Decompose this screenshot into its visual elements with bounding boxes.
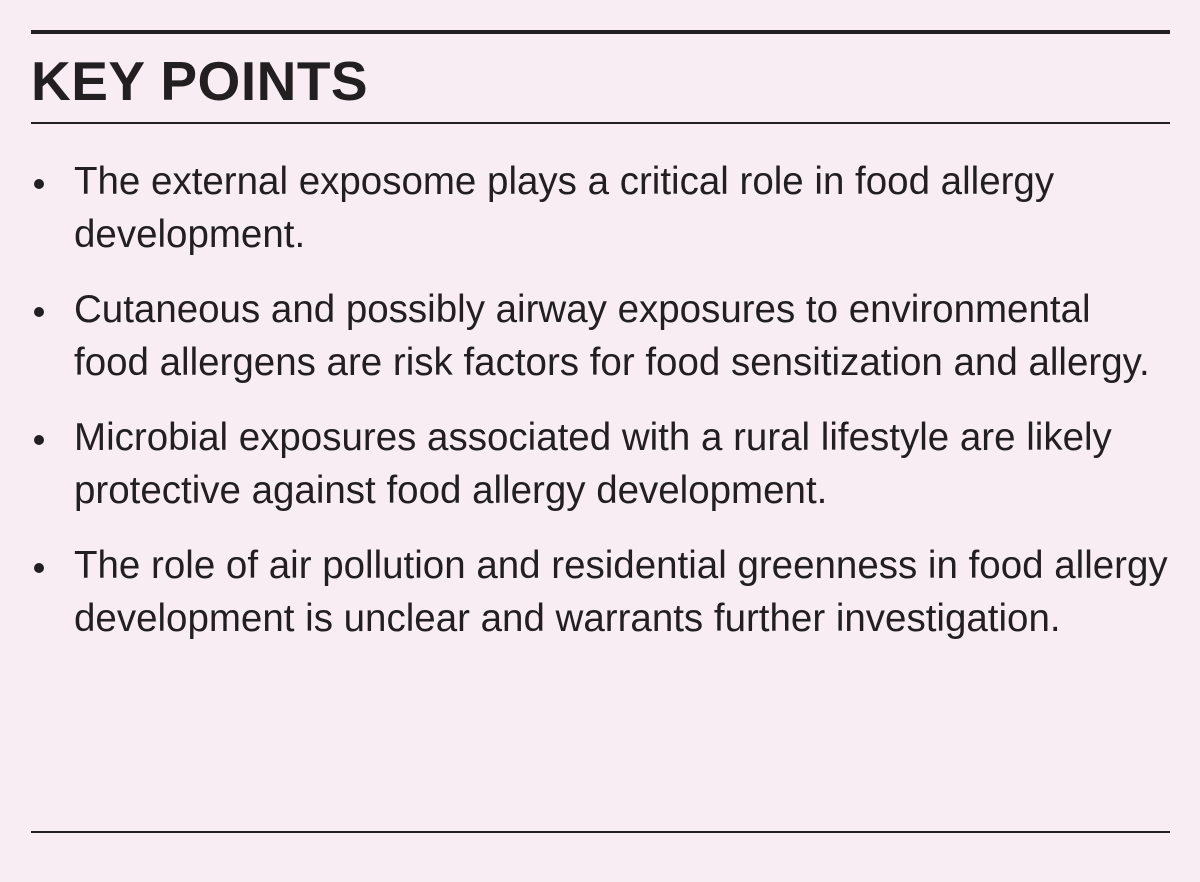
top-rule	[31, 30, 1170, 34]
bullet-icon	[34, 307, 44, 317]
bullet-icon	[34, 179, 44, 189]
key-point-text: The external exposome plays a critical role in food allergy development.	[74, 160, 1055, 256]
key-point-item	[34, 539, 1174, 645]
bottom-rule	[31, 831, 1170, 833]
key-points-heading: KEY POINTS	[31, 50, 369, 112]
key-point-text: Cutaneous and possibly airway exposures to environmental food allergens are risk factors for food sensitization and allergy.	[74, 288, 1150, 384]
bullet-icon	[34, 563, 44, 573]
heading-rule	[31, 122, 1170, 124]
key-point-item	[34, 411, 1174, 517]
key-point-text: Microbial exposures associated with a rural lifestyle are likely protective against food allergy development.	[74, 416, 1112, 512]
key-points-list	[34, 155, 1174, 667]
key-point-item	[34, 283, 1174, 389]
bullet-icon	[34, 435, 44, 445]
key-point-text: The role of air pollution and residential greenness in food allergy development is unclear and warrants further investigation.	[74, 544, 1168, 640]
key-point-item	[34, 155, 1174, 261]
